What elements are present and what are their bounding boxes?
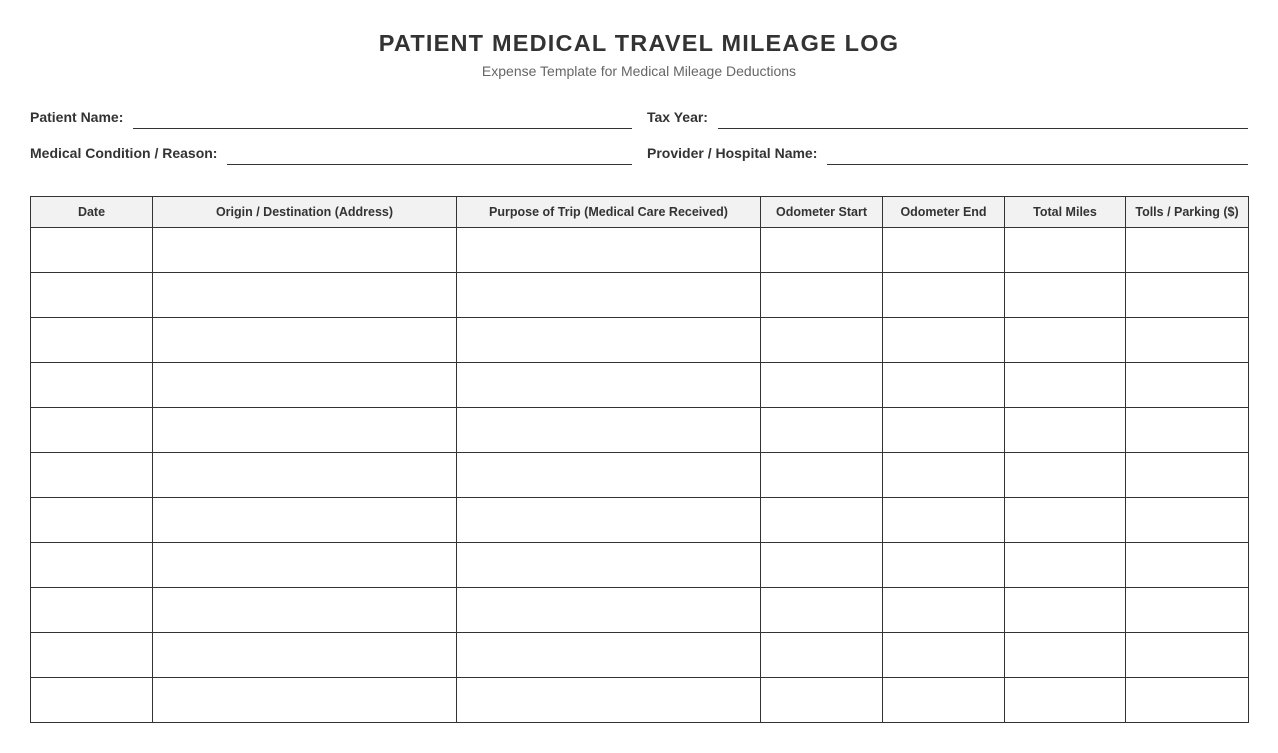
table-cell-tolls-parking[interactable] <box>1126 543 1249 588</box>
table-cell-odometer-start[interactable] <box>761 678 883 723</box>
mileage-table <box>30 196 1249 723</box>
table-cell-odometer-start[interactable] <box>761 273 883 318</box>
table-cell-odometer-start[interactable] <box>761 543 883 588</box>
table-row <box>31 633 1249 678</box>
table-row <box>31 273 1249 318</box>
tax-year-input[interactable] <box>718 106 1248 129</box>
table-cell-total-miles[interactable] <box>1005 363 1126 408</box>
column-header-odometer-end: Odometer End <box>883 197 1005 228</box>
table-cell-odometer-start[interactable] <box>761 363 883 408</box>
table-cell-odometer-start[interactable] <box>761 453 883 498</box>
table-cell-total-miles[interactable] <box>1005 588 1126 633</box>
table-cell-date[interactable] <box>31 498 153 543</box>
provider-name-label: Provider / Hospital Name: <box>647 145 818 161</box>
table-cell-purpose[interactable] <box>457 588 761 633</box>
table-cell-total-miles[interactable] <box>1005 498 1126 543</box>
table-cell-date[interactable] <box>31 453 153 498</box>
medical-condition-field <box>30 143 632 165</box>
table-cell-odometer-end[interactable] <box>883 453 1005 498</box>
table-cell-tolls-parking[interactable] <box>1126 228 1249 273</box>
tax-year-label: Tax Year: <box>647 109 708 125</box>
table-cell-date[interactable] <box>31 543 153 588</box>
table-cell-total-miles[interactable] <box>1005 318 1126 363</box>
column-header-purpose: Purpose of Trip (Medical Care Received) <box>457 197 761 228</box>
table-row <box>31 678 1249 723</box>
table-row <box>31 228 1249 273</box>
table-cell-odometer-start[interactable] <box>761 633 883 678</box>
table-cell-tolls-parking[interactable] <box>1126 498 1249 543</box>
table-cell-total-miles[interactable] <box>1005 678 1126 723</box>
column-header-total-miles: Total Miles <box>1005 197 1126 228</box>
page-title: PATIENT MEDICAL TRAVEL MILEAGE LOG <box>378 30 900 56</box>
table-cell-date[interactable] <box>31 273 153 318</box>
table-cell-odometer-end[interactable] <box>883 588 1005 633</box>
table-cell-tolls-parking[interactable] <box>1126 318 1249 363</box>
table-cell-origin-destination[interactable] <box>153 588 457 633</box>
patient-name-label: Patient Name: <box>30 109 124 125</box>
table-cell-purpose[interactable] <box>457 453 761 498</box>
table-cell-origin-destination[interactable] <box>153 498 457 543</box>
table-cell-origin-destination[interactable] <box>153 273 457 318</box>
table-cell-purpose[interactable] <box>457 678 761 723</box>
table-cell-date[interactable] <box>31 588 153 633</box>
table-cell-total-miles[interactable] <box>1005 633 1126 678</box>
provider-name-field <box>647 143 1248 165</box>
table-cell-date[interactable] <box>31 363 153 408</box>
table-cell-odometer-end[interactable] <box>883 633 1005 678</box>
column-header-date: Date <box>31 197 153 228</box>
table-row <box>31 318 1249 363</box>
table-cell-odometer-end[interactable] <box>883 678 1005 723</box>
table-cell-origin-destination[interactable] <box>153 678 457 723</box>
table-cell-purpose[interactable] <box>457 363 761 408</box>
table-row <box>31 498 1249 543</box>
table-cell-origin-destination[interactable] <box>153 633 457 678</box>
table-row <box>31 408 1249 453</box>
table-cell-tolls-parking[interactable] <box>1126 453 1249 498</box>
table-cell-date[interactable] <box>31 678 153 723</box>
table-cell-tolls-parking[interactable] <box>1126 633 1249 678</box>
column-header-tolls-parking: Tolls / Parking ($) <box>1126 197 1249 228</box>
table-cell-odometer-end[interactable] <box>883 318 1005 363</box>
table-cell-origin-destination[interactable] <box>153 318 457 363</box>
table-cell-date[interactable] <box>31 228 153 273</box>
table-body <box>31 228 1249 723</box>
table-cell-odometer-end[interactable] <box>883 498 1005 543</box>
tax-year-field <box>647 107 1248 129</box>
table-cell-odometer-end[interactable] <box>883 228 1005 273</box>
table-cell-odometer-start[interactable] <box>761 588 883 633</box>
table-cell-date[interactable] <box>31 633 153 678</box>
table-cell-purpose[interactable] <box>457 633 761 678</box>
table-cell-purpose[interactable] <box>457 543 761 588</box>
patient-name-field <box>30 107 632 129</box>
table-header-row <box>31 197 1249 228</box>
table-cell-tolls-parking[interactable] <box>1126 408 1249 453</box>
table-cell-origin-destination[interactable] <box>153 408 457 453</box>
table-cell-odometer-end[interactable] <box>883 543 1005 588</box>
table-cell-date[interactable] <box>31 318 153 363</box>
table-cell-odometer-start[interactable] <box>761 408 883 453</box>
medical-condition-input[interactable] <box>227 142 632 165</box>
table-cell-total-miles[interactable] <box>1005 228 1126 273</box>
page-subtitle: Expense Template for Medical Mileage Deductions <box>481 63 797 79</box>
provider-name-input[interactable] <box>827 142 1248 165</box>
table-cell-total-miles[interactable] <box>1005 453 1126 498</box>
patient-name-input[interactable] <box>133 106 632 129</box>
table-cell-date[interactable] <box>31 408 153 453</box>
table-cell-total-miles[interactable] <box>1005 543 1126 588</box>
table-cell-odometer-end[interactable] <box>883 363 1005 408</box>
medical-condition-label: Medical Condition / Reason: <box>30 145 218 161</box>
table-cell-purpose[interactable] <box>457 228 761 273</box>
table-cell-odometer-end[interactable] <box>883 273 1005 318</box>
table-cell-tolls-parking[interactable] <box>1126 363 1249 408</box>
table-cell-origin-destination[interactable] <box>153 363 457 408</box>
table-cell-total-miles[interactable] <box>1005 273 1126 318</box>
table-cell-total-miles[interactable] <box>1005 408 1126 453</box>
table-cell-odometer-start[interactable] <box>761 318 883 363</box>
table-cell-odometer-end[interactable] <box>883 408 1005 453</box>
table-cell-tolls-parking[interactable] <box>1126 588 1249 633</box>
table-row <box>31 453 1249 498</box>
table-cell-odometer-start[interactable] <box>761 228 883 273</box>
table-cell-purpose[interactable] <box>457 498 761 543</box>
table-cell-odometer-start[interactable] <box>761 498 883 543</box>
table-cell-purpose[interactable] <box>457 273 761 318</box>
table-row <box>31 543 1249 588</box>
table-row <box>31 363 1249 408</box>
table-cell-origin-destination[interactable] <box>153 453 457 498</box>
table-cell-tolls-parking[interactable] <box>1126 678 1249 723</box>
column-header-odometer-start: Odometer Start <box>761 197 883 228</box>
table-cell-origin-destination[interactable] <box>153 543 457 588</box>
column-header-origin-destination: Origin / Destination (Address) <box>153 197 457 228</box>
table-cell-tolls-parking[interactable] <box>1126 273 1249 318</box>
table-cell-purpose[interactable] <box>457 318 761 363</box>
table-row <box>31 588 1249 633</box>
table-cell-origin-destination[interactable] <box>153 228 457 273</box>
table-cell-purpose[interactable] <box>457 408 761 453</box>
